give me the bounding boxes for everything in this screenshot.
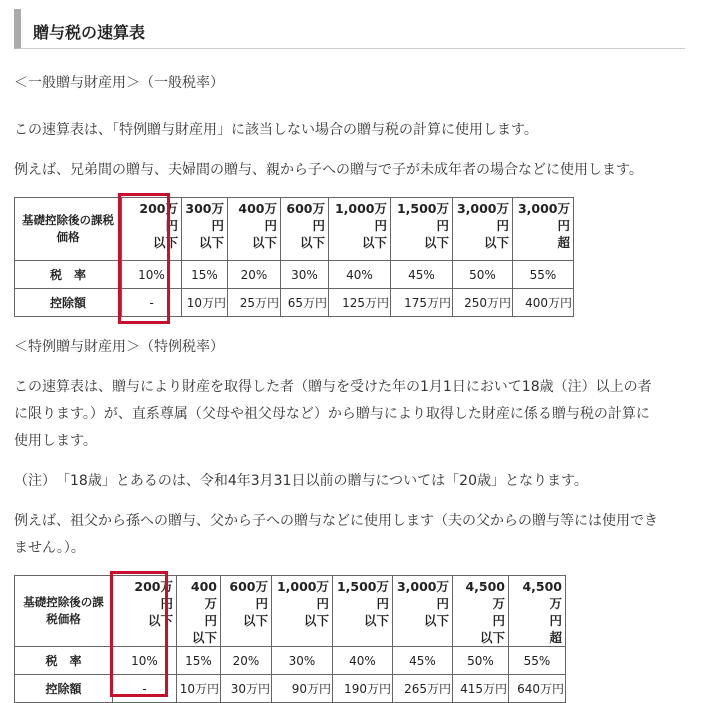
general-description-1: この速算表は、「特例贈与財産用」に該当しない場合の贈与税の計算に使用します。 [14,122,538,138]
special-deduction-label: 控除額 [15,675,113,703]
general-deduction-label: 控除額 [15,289,122,317]
special-deduction-cell: 30万円 [221,675,272,703]
special-rate-cell: 20% [221,647,272,675]
general-header-row [15,198,574,261]
general-col-header: 1,000万 円 以下 [329,198,391,261]
general-col-header: 300万 円 以下 [182,198,228,261]
general-deduction-cell: 250万円 [453,289,513,317]
special-rate-label: 税 率 [15,647,113,675]
general-deduction-cell: 125万円 [329,289,391,317]
special-rate-cell: 45% [393,647,453,675]
special-deduction-cell: 265万円 [393,675,453,703]
general-col-header: 3,000万 円 以下 [453,198,513,261]
special-col-header: 3,000万 円 以下 [393,576,453,647]
general-col-header: 1,500万 円 以下 [391,198,453,261]
general-rate-cell: 45% [391,261,453,289]
special-rate-cell: 40% [333,647,393,675]
general-rate-label: 税 率 [15,261,122,289]
general-rate-row [15,261,574,289]
general-highlight-box [118,193,170,324]
special-deduction-cell: 640万円 [509,675,566,703]
general-description-2: 例えば、兄弟間の贈与、夫婦間の贈与、親から子への贈与で子が未成年者の場合などに使用します。 [14,162,643,178]
general-deduction-cell: 65万円 [281,289,329,317]
general-rate-table [14,197,574,317]
general-deduction-cell: 10万円 [182,289,228,317]
section-heading [14,9,685,49]
special-deduction-cell: 10万円 [177,675,221,703]
section-heading-text: 贈与税の速算表 [33,23,146,42]
general-deduction-cell: 25万円 [228,289,281,317]
special-note: （注） 「18歳」とあるのは、令和4年3月31日以前の贈与については「20歳」となります。 [14,473,588,489]
special-description-line-1: この速算表は、贈与により財産を取得した者（贈与を受けた年の1月1日において18歳（注）以上の者 [14,379,652,395]
special-rate-cell: 55% [509,647,566,675]
special-rate-cell: 50% [453,647,509,675]
special-description-2-line-2: ません。）。 [14,540,85,556]
general-col-header: 3,000万 円 超 [513,198,574,261]
special-rate-cell: 30% [272,647,333,675]
special-deduction-cell: 90万円 [272,675,333,703]
special-col-header: 200万 円 以下 [113,576,177,647]
general-deduction-cell: - [122,289,182,317]
special-subtitle: ＜特例贈与財産用＞（特例税率） [14,339,224,355]
special-rate-table [14,575,566,703]
special-header-row [15,576,566,647]
general-deduction-cell: 175万円 [391,289,453,317]
general-rate-cell: 15% [182,261,228,289]
special-col-header: 1,500万 円 以下 [333,576,393,647]
special-deduction-row [15,675,566,703]
special-col-header: 4,500万 円 超 [509,576,566,647]
special-highlight-box [110,571,168,697]
general-rate-cell: 40% [329,261,391,289]
special-description-2-line-1: 例えば、祖父から孫への贈与、父から子への贈与などに使用します（夫の父からの贈与等には使用でき [14,513,658,529]
general-deduction-cell: 400万円 [513,289,574,317]
special-rate-row [15,647,566,675]
general-header-label: 基礎控除後の課税 価格 [15,198,122,261]
general-col-header: 400万 円 以下 [228,198,281,261]
special-col-header: 600万 円 以下 [221,576,272,647]
general-col-header: 600万 円 以下 [281,198,329,261]
special-col-header: 400万 円 以下 [177,576,221,647]
special-col-header: 1,000万 円 以下 [272,576,333,647]
special-header-label: 基礎控除後の課 税価格 [15,576,113,647]
special-rate-cell: 10% [113,647,177,675]
special-description-line-3: 使用します。 [14,433,97,449]
general-deduction-row [15,289,574,317]
special-deduction-cell: 190万円 [333,675,393,703]
general-rate-cell: 10% [122,261,182,289]
special-col-header: 4,500万 円 以下 [453,576,509,647]
general-rate-cell: 50% [453,261,513,289]
special-deduction-cell: 415万円 [453,675,509,703]
general-rate-cell: 20% [228,261,281,289]
general-col-header: 200万 円 以下 [122,198,182,261]
special-description-line-2: に限ります。）が、直系尊属（父母や祖父母など）から贈与により取得した財産に係る贈与税の計算に [14,406,650,422]
special-rate-cell: 15% [177,647,221,675]
general-rate-cell: 55% [513,261,574,289]
general-subtitle: ＜一般贈与財産用＞（一般税率） [14,75,224,91]
special-deduction-cell: - [113,675,177,703]
general-rate-cell: 30% [281,261,329,289]
